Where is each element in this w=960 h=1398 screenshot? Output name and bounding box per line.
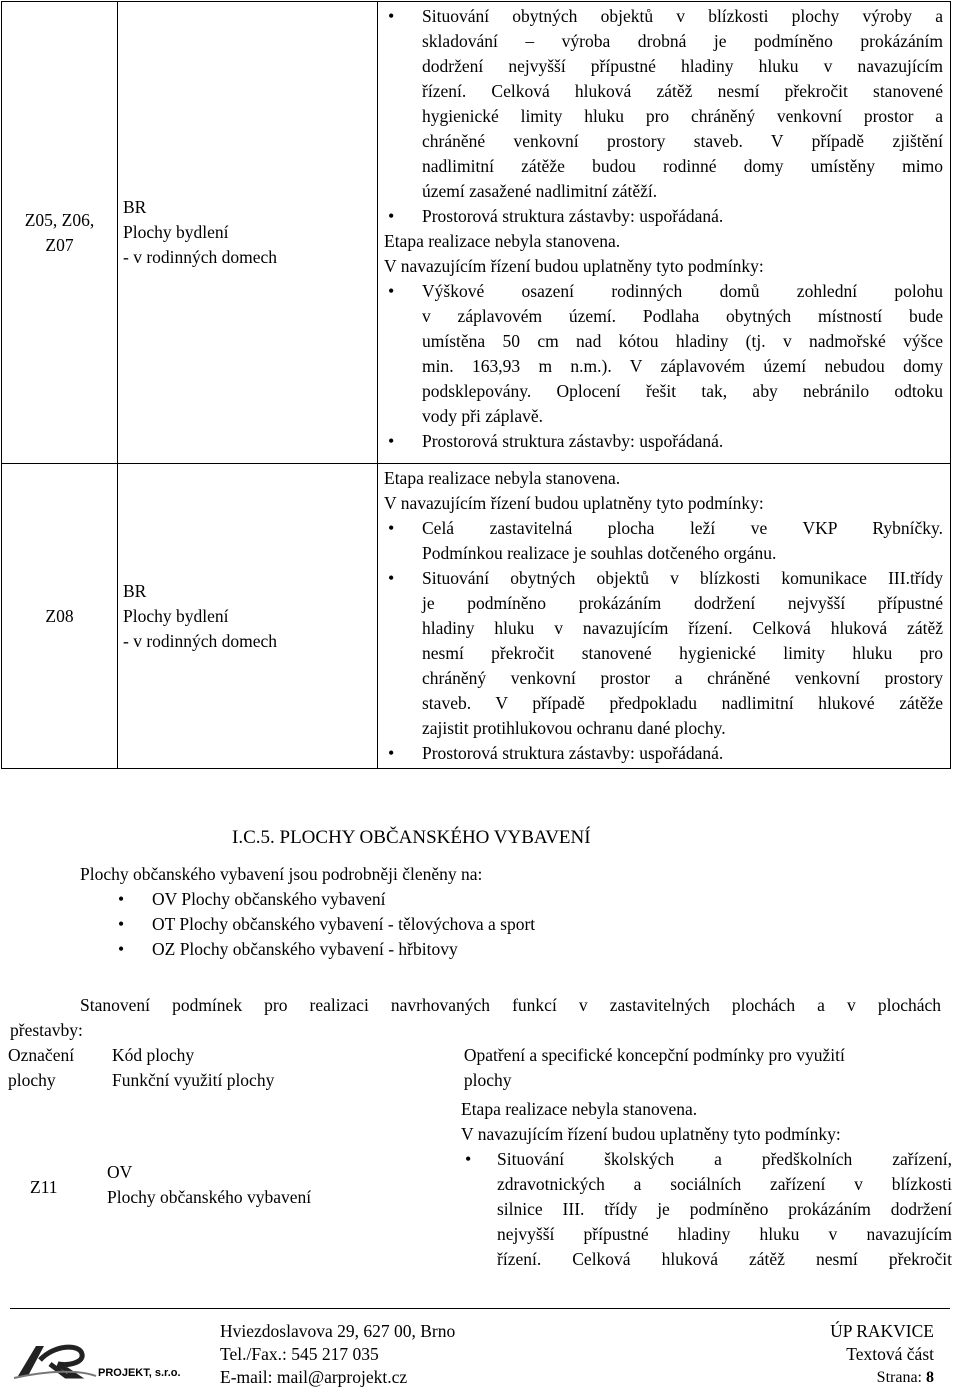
text-line: zajistit protihlukovou ochranu dané plochy. xyxy=(422,718,726,738)
text-line: • Situování obytných objektů v blízkosti plochy výroby a xyxy=(422,6,943,26)
conditions-cell xyxy=(378,464,951,769)
text-line: umístěna 50 cm nad kótou hladiny (tj. v nadmořské výšce xyxy=(422,331,943,351)
text-line: území zasažené nadlimitní zátěží. xyxy=(422,181,658,201)
table-row xyxy=(2,464,951,769)
list-item xyxy=(384,741,943,766)
text-line: zdravotnických a sociálních zařízení v blízkosti xyxy=(497,1174,952,1194)
text-line: min. 163,93 m n.m.). V záplavovém území nebudou domy xyxy=(422,356,943,376)
function-code: BR xyxy=(123,197,147,217)
navazujici-text: V navazujícím řízení budou uplatněny tyto podmínky: xyxy=(461,1124,841,1144)
header-opatreni xyxy=(458,1043,960,1093)
conditions-table xyxy=(1,1,951,769)
text-line: silnice III. třídy je podmíněno prokázáním dodržení xyxy=(497,1199,952,1219)
phone-text: Tel./Fax.: 545 217 035 xyxy=(220,1344,379,1364)
list-item: • OT Plochy občanského vybavení - tělovýchova a sport xyxy=(115,912,535,937)
section-title: I.C.5. PLOCHY OBČANSKÉHO VYBAVENÍ xyxy=(232,827,591,848)
bullet-list xyxy=(384,4,943,229)
text-line: • Situování školských a předškolních zařízení, xyxy=(497,1149,952,1169)
conditions-intro-line: přestavby: xyxy=(10,1020,83,1040)
list-item xyxy=(384,4,943,204)
function-sub: - v rodinných domech xyxy=(123,630,278,651)
text-line: skladování – výroba drobná je podmíněno prokázáním xyxy=(422,31,943,51)
function-cell xyxy=(118,2,378,464)
logo-text: PROJEKT, s.r.o. xyxy=(98,1367,181,1379)
function-code: OV xyxy=(107,1162,133,1182)
text-line: nejvyšší přípustné hladiny hluku v navazujícím xyxy=(497,1224,952,1244)
text-line: • Prostorová struktura zástavby: uspořádaná. xyxy=(422,206,724,226)
conditions-cell xyxy=(461,1097,952,1272)
project-name: ÚP RAKVICE xyxy=(830,1321,934,1341)
header-oznaceni xyxy=(0,1043,104,1093)
text-line: Podmínkou realizace je souhlas dotčeného orgánu. xyxy=(422,543,777,563)
area-codes-cell xyxy=(2,2,118,464)
header-text: Funkční využití plochy xyxy=(111,1070,275,1090)
area-codes: Z08 xyxy=(45,605,74,626)
text-line: hladiny hluku v navazujícím řízení. Celková hluková zátěž xyxy=(422,618,943,638)
document-part: Textová část xyxy=(846,1344,934,1364)
header-text: plochy xyxy=(8,1070,56,1090)
conditions-intro-line: Stanovení podmínek pro realizaci navrhovaných funkcí v zastavitelných plochách a v plochách xyxy=(80,995,941,1015)
page-number xyxy=(830,1366,934,1389)
area-codes-cell xyxy=(2,464,118,769)
conditions-intro xyxy=(10,993,941,1043)
bullet-list xyxy=(384,516,943,766)
company-logo xyxy=(10,1340,190,1380)
header-text: plochy xyxy=(463,1070,512,1090)
ov-table xyxy=(0,1043,960,1093)
function-sub: - v rodinných domech xyxy=(123,247,278,267)
email-text: E-mail: mail@arprojekt.cz xyxy=(220,1367,408,1387)
text-line: chráněný venkovní prostor a chráněné venkovní prostory xyxy=(422,668,943,688)
text-line: • Výškové osazení rodinných domů zohlední polohu xyxy=(422,281,943,301)
text-line: • Prostorová struktura zástavby: uspořádaná. xyxy=(422,743,724,763)
list-item: • OZ Plochy občanského vybavení - hřbitovy xyxy=(115,937,535,962)
footer-address xyxy=(220,1320,455,1389)
list-item xyxy=(384,429,943,454)
address-text: Hviezdoslavova 29, 627 00, Brno xyxy=(220,1321,456,1341)
list-item xyxy=(384,279,943,429)
footer-info xyxy=(830,1320,934,1389)
conditions-cell xyxy=(378,2,951,464)
function-cell xyxy=(107,1160,311,1210)
list-item xyxy=(384,204,943,229)
etapa-text: Etapa realizace nebyla stanovena. xyxy=(384,468,621,488)
header-text: Kód plochy xyxy=(111,1045,195,1065)
text-line: vody při záplavě. xyxy=(422,406,543,426)
text-line: nesmí překročit stanovené hygienické limity hluku pro xyxy=(422,643,943,663)
text-line: řízení. Celková hluková zátěž nesmí překročit xyxy=(497,1249,952,1269)
table-header-row xyxy=(0,1043,960,1093)
function-name: Plochy bydlení xyxy=(123,222,229,242)
text-line: chráněné venkovní prostory staveb. V případě zjištění xyxy=(422,131,943,151)
header-text: Označení xyxy=(8,1045,75,1065)
navazujici-text: V navazujícím řízení budou uplatněny tyto podmínky: xyxy=(384,493,764,513)
page-label: Strana: xyxy=(876,1369,922,1386)
footer-divider xyxy=(10,1308,950,1309)
navazujici-text: V navazujícím řízení budou uplatněny tyto podmínky: xyxy=(384,256,764,276)
category-list xyxy=(115,887,535,962)
function-cell xyxy=(118,464,378,769)
etapa-text: Etapa realizace nebyla stanovena. xyxy=(461,1099,698,1119)
text-line: v záplavovém území. Podlaha obytných místností bude xyxy=(422,306,943,326)
logo-mark xyxy=(18,1346,44,1376)
list-item: • OV Plochy občanského vybavení xyxy=(115,887,535,912)
page-number-value: 8 xyxy=(926,1369,934,1386)
list-item xyxy=(384,516,943,566)
text-line: nadlimitní zátěže budou rodinné domy umístěny mimo xyxy=(422,156,943,176)
text-line: staveb. V případě předpokladu nadlimitní hlukové zátěže xyxy=(422,693,943,713)
list-item xyxy=(384,566,943,741)
section-intro: Plochy občanského vybavení jsou podrobněji členěny na: xyxy=(80,864,483,884)
text-line: řízení. Celková hluková zátěž nesmí překročit stanovené xyxy=(422,81,943,101)
table-row xyxy=(2,2,951,464)
header-text: Opatření a specifické koncepční podmínky pro využití xyxy=(463,1045,845,1065)
text-line: • Situování obytných objektů v blízkosti komunikace III.třídy xyxy=(422,568,943,588)
etapa-text: Etapa realizace nebyla stanovena. xyxy=(384,231,621,251)
bullet-list xyxy=(384,279,943,454)
text-line: • Celá zastavitelná plocha leží ve VKP Rybníčky. xyxy=(422,518,943,538)
text-line: je podmíněno prokázáním dodržení nejvyšší přípustné xyxy=(422,593,943,613)
function-code: BR xyxy=(123,580,147,601)
function-name: Plochy občanského vybavení xyxy=(107,1187,312,1207)
text-line: dodržení nejvyšší přípustné hladiny hluku v navazujícím xyxy=(422,56,943,76)
text-line: • Prostorová struktura zástavby: uspořádaná. xyxy=(422,431,724,451)
text-line: podsklepovány. Oplocení řešit tak, aby nebránilo odtoku xyxy=(422,381,943,401)
area-code: Z11 xyxy=(30,1177,58,1197)
function-name: Plochy bydlení xyxy=(123,605,229,626)
bullet-list xyxy=(461,1147,952,1272)
list-item xyxy=(461,1147,952,1272)
header-kod xyxy=(104,1043,458,1093)
text-line: hygienické limity hluku pro chráněný venkovní prostor a xyxy=(422,106,943,126)
area-codes: Z05, Z06, Z07 xyxy=(24,209,95,255)
